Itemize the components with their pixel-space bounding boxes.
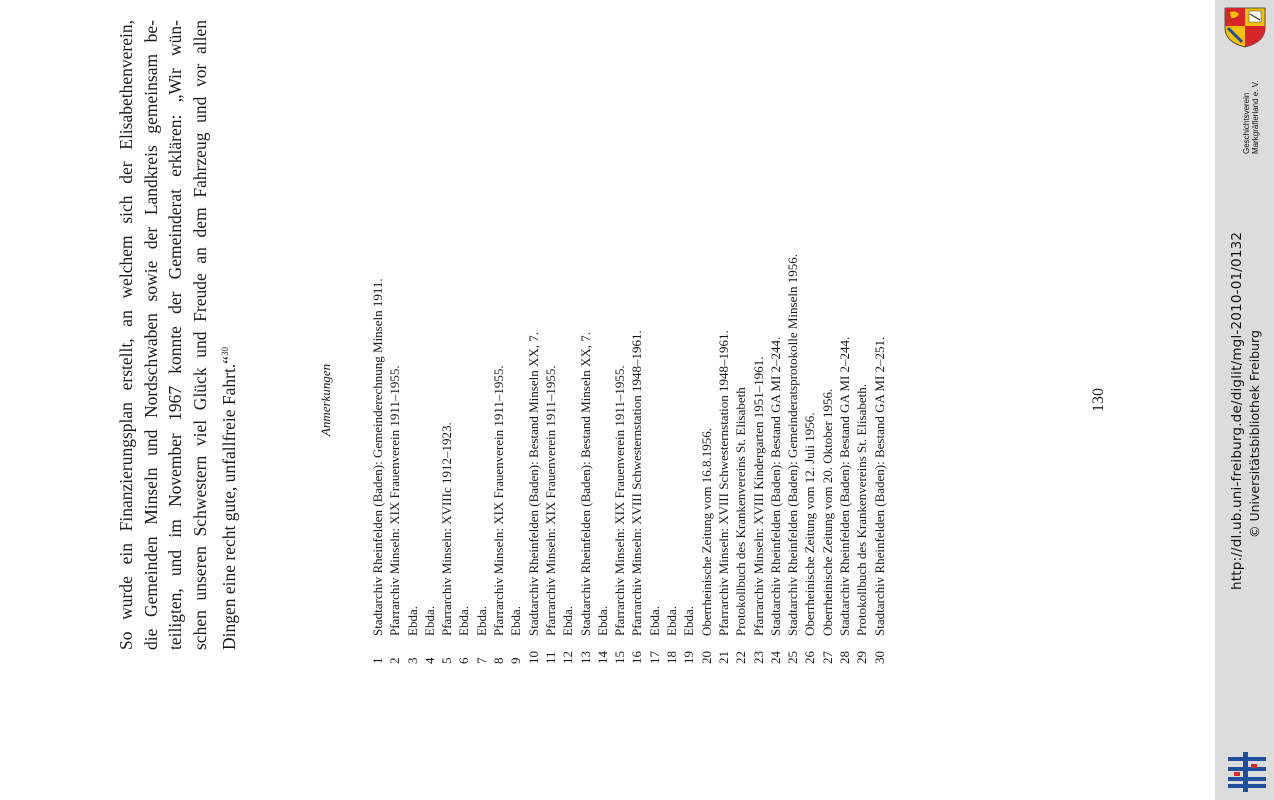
note-number: 20 — [698, 651, 714, 664]
note-item — [750, 0, 767, 664]
note-item — [455, 0, 472, 664]
note-item — [490, 0, 507, 664]
note-text: Ebda. — [664, 606, 680, 636]
note-text: Oberrheinische Zeitung vom 20. Oktober 1956. — [819, 388, 835, 636]
note-number: 13 — [577, 651, 593, 664]
note-item — [819, 0, 836, 664]
notes-heading: Anmerkungen — [318, 363, 333, 437]
note-number: 29 — [854, 651, 870, 664]
note-item — [577, 0, 594, 664]
note-item — [404, 0, 421, 664]
note-item — [386, 0, 403, 664]
note-number: 17 — [646, 651, 662, 664]
note-text: Stadtarchiv Rheinfelden (Baden): Bestand Minseln XX, 7. — [525, 332, 541, 636]
note-item — [853, 0, 870, 664]
note-number: 28 — [837, 651, 853, 664]
note-number: 6 — [456, 657, 472, 664]
note-number: 12 — [560, 651, 576, 664]
note-text: Oberrheinische Zeitung vom 12. Juli 1956. — [802, 412, 818, 636]
footnote-reference: 30 — [219, 347, 230, 357]
note-item — [715, 0, 732, 664]
note-item — [525, 0, 542, 664]
note-number: 3 — [404, 657, 420, 664]
note-item — [421, 0, 438, 664]
note-number: 30 — [871, 651, 887, 664]
note-text: Stadtarchiv Rheinfelden (Baden): Bestand Minseln XX, 7. — [577, 332, 593, 636]
note-text: Stadtarchiv Rheinfelden (Baden): Bestand GA MI 2–251. — [871, 336, 887, 636]
note-item — [871, 0, 888, 664]
note-text: Stadtarchiv Rheinfelden (Baden): Gemeinderechnung Minseln 1911. — [370, 278, 385, 636]
note-number: 23 — [750, 651, 766, 664]
note-text: Ebda. — [456, 606, 472, 636]
body-paragraph — [114, 20, 242, 650]
note-text: Protokollbuch des Krankenvereins St. Elisabeth — [733, 387, 749, 636]
notes-list — [369, 0, 888, 664]
note-number: 5 — [439, 657, 455, 664]
note-text: Pfarrarchiv Minseln: XIX Frauenverein 1911–1955. — [491, 365, 507, 636]
note-text: Ebda. — [421, 606, 437, 636]
note-item — [646, 0, 663, 664]
society-line-2: Markgräflerland e. V. — [1251, 80, 1260, 154]
note-text: Ebda. — [681, 606, 697, 636]
note-text: Pfarrarchiv Minseln: XIX Frauenverein 1911–1955. — [387, 365, 403, 636]
note-number: 18 — [664, 651, 680, 664]
page-number: 130 — [1090, 388, 1107, 412]
note-number: 8 — [491, 657, 507, 664]
note-item — [594, 0, 611, 664]
note-text: Ebda. — [404, 606, 420, 636]
note-text: Stadtarchiv Rheinfelden (Baden): Bestand GA MI 2–244. — [767, 336, 783, 636]
body-line: teiligten, und im November 1967 konnte der Gemeinderat erklären: „Wir wün- — [165, 20, 186, 650]
note-item — [680, 0, 697, 664]
note-number: 11 — [542, 651, 558, 664]
note-number: 26 — [802, 651, 818, 664]
note-item — [559, 0, 576, 664]
note-item — [732, 0, 749, 664]
note-item — [836, 0, 853, 664]
note-text: Ebda. — [473, 606, 489, 636]
society-line-1: Geschichtsverein — [1242, 92, 1251, 154]
note-item — [801, 0, 818, 664]
body-line: So wurde ein Finanzierungsplan erstellt, an welchem sich der Elisabethenverein, — [116, 20, 136, 650]
note-item — [698, 0, 715, 664]
note-number: 14 — [594, 651, 610, 664]
body-line: die Gemeinden Minseln und Nordschwaben sowie der Landkreis gemeinsam be- — [140, 20, 161, 650]
note-number: 22 — [733, 651, 749, 664]
note-item — [767, 0, 784, 664]
note-item — [369, 0, 386, 664]
body-line-text: Dingen eine recht gute, unfallfreie Fahrt.“ — [218, 356, 239, 650]
note-text: Pfarrarchiv Minseln: XIX Frauenverein 1911–1955. — [542, 365, 558, 636]
note-text: Ebda. — [508, 606, 524, 636]
note-item — [611, 0, 628, 664]
note-number: 7 — [473, 657, 489, 664]
society-crest-icon — [1222, 6, 1268, 48]
note-number: 4 — [421, 657, 437, 664]
note-number: 21 — [715, 651, 731, 664]
note-number: 19 — [681, 651, 697, 664]
note-text: Ebda. — [594, 606, 610, 636]
society-name — [1242, 80, 1260, 154]
note-text: Pfarrarchiv Minseln: XVIII Schwesternstation 1948–1961. — [629, 330, 645, 636]
note-item — [542, 0, 559, 664]
note-item — [784, 0, 801, 664]
note-number: 27 — [819, 651, 835, 664]
sidebar-rotated — [1215, 0, 1274, 800]
note-text: Stadtarchiv Rheinfelden (Baden): Bestand GA MI 2–244. — [837, 336, 853, 636]
note-item — [663, 0, 680, 664]
body-line-last — [213, 20, 242, 650]
note-text: Ebda. — [646, 606, 662, 636]
note-item — [438, 0, 455, 664]
note-text: Pfarrarchiv Minseln: XVIII Kindergarten 1951–1961. — [750, 356, 766, 636]
note-text: Pfarrarchiv Minseln: XVIII Schwesternstation 1948–1961. — [715, 330, 731, 636]
note-text: Ebda. — [560, 606, 576, 636]
permalink-url[interactable]: http://dl.ub.uni-freiburg.de/diglit/mgl-2010-01/0132 — [1229, 231, 1245, 590]
note-number: 10 — [525, 651, 541, 664]
note-text: Oberrheinische Zeitung vom 16.8.1956. — [698, 428, 714, 636]
note-text: Stadtarchiv Rheinfelden (Baden): Gemeinderatsprotokolle Minseln 1956. — [785, 254, 801, 636]
note-number: 15 — [612, 651, 628, 664]
note-number: 16 — [629, 651, 645, 664]
note-number: 24 — [767, 651, 783, 664]
note-number: 25 — [785, 651, 801, 664]
note-text: Pfarrarchiv Minseln: XVIIIc 1912–1923. — [439, 422, 455, 636]
note-item — [507, 0, 524, 664]
copyright-notice: © Universitätsbibliothek Freiburg — [1247, 330, 1262, 538]
note-text: Pfarrarchiv Minseln: XIX Frauenverein 1911–1955. — [612, 365, 628, 636]
note-number: 2 — [387, 657, 403, 664]
sidebar — [1215, 0, 1274, 800]
note-item — [628, 0, 645, 664]
note-number: 1 — [370, 657, 385, 664]
note-item — [473, 0, 490, 664]
ub-freiburg-logo-icon — [1226, 752, 1268, 792]
note-number: 9 — [508, 657, 524, 664]
note-text: Protokollbuch des Krankenvereins St. Elisabeth. — [854, 383, 870, 636]
body-line: schen unseren Schwestern viel Glück und Freude an dem Fahrzeug und vor allen — [190, 20, 211, 650]
